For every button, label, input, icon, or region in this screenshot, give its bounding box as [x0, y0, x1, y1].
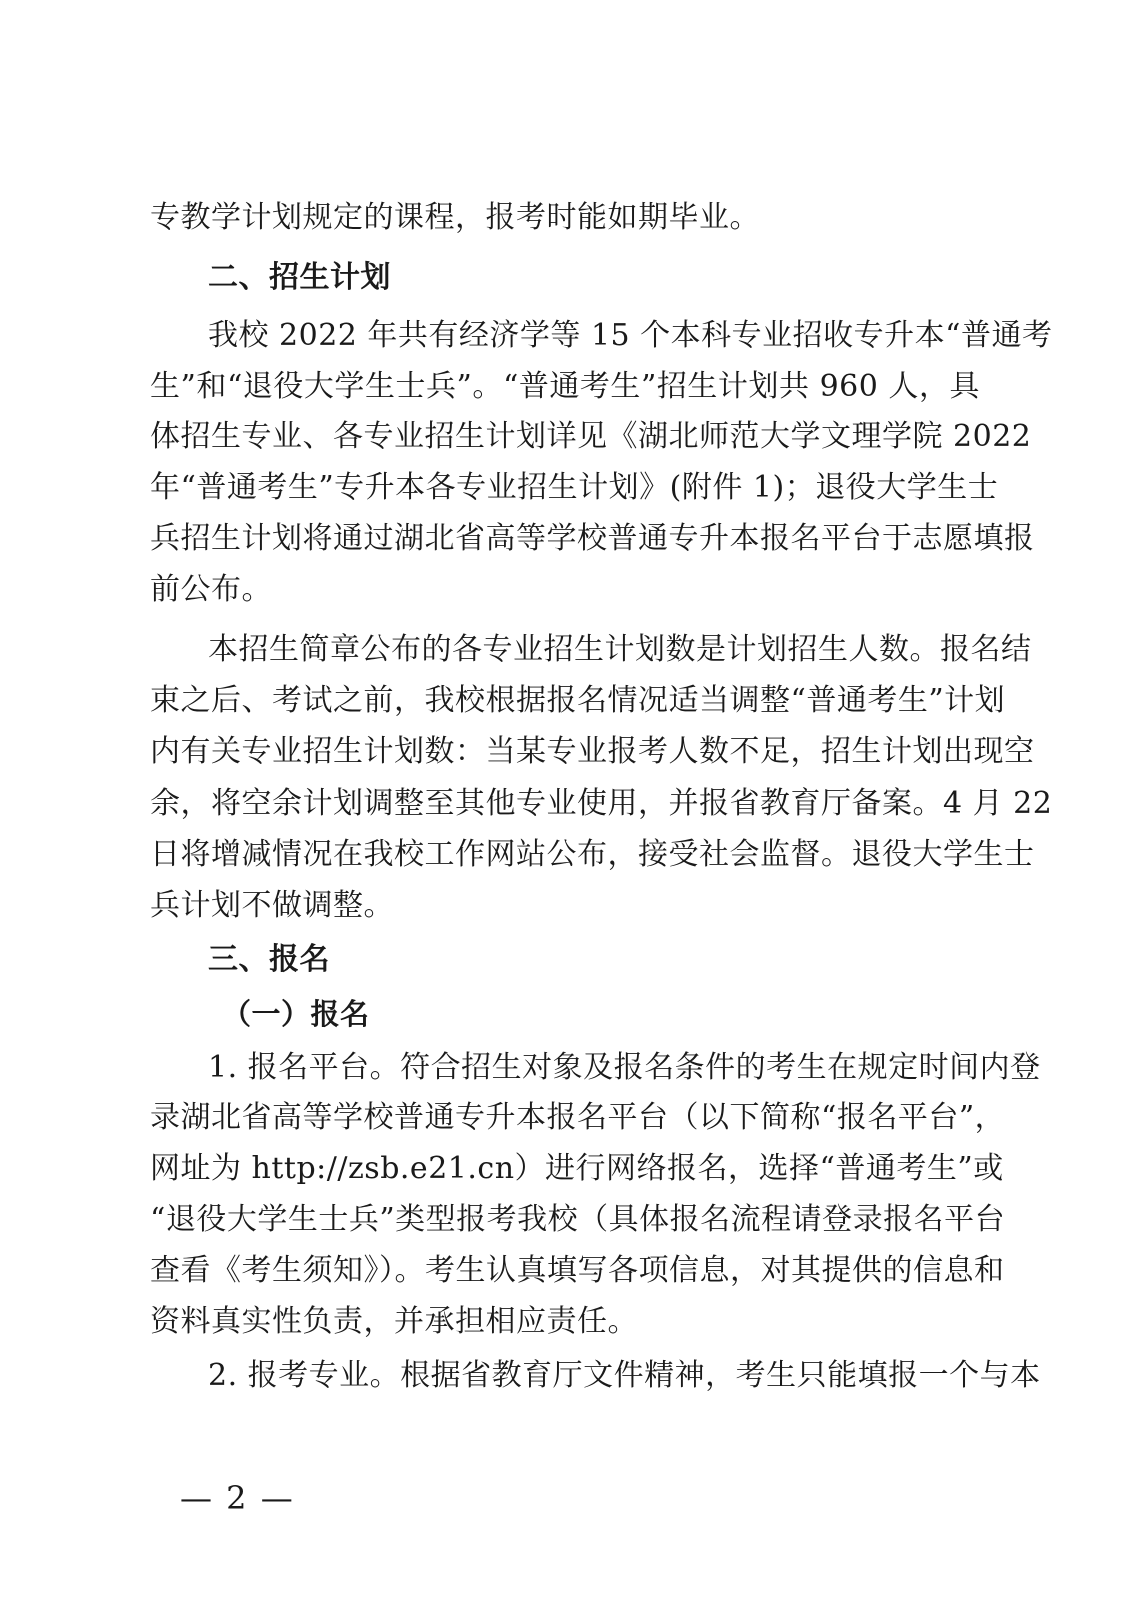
section-heading-registration: 三、报名 — [208, 942, 330, 977]
paragraph-line: 查看《考生须知》）。考生认真填写各项信息，对其提供的信息和 — [150, 1253, 1005, 1288]
paragraph-line: 兵招生计划将通过湖北省高等学校普通专升本报名平台于志愿填报 — [150, 521, 1035, 556]
paragraph-line: 资料真实性负责，并承担相应责任。 — [150, 1304, 638, 1339]
paragraph-line: 日将增减情况在我校工作网站公布，接受社会监督。退役大学生士 — [150, 837, 1035, 872]
paragraph-line: 年“普通考生”专升本各专业招生计划》(附件 1)；退役大学生士 — [150, 470, 999, 505]
paragraph-line: 2. 报考专业。根据省教育厅文件精神，考生只能填报一个与本 — [208, 1358, 1041, 1393]
paragraph-line: 生”和“退役大学生士兵”。“普通考生”招生计划共 960 人，具 — [150, 369, 980, 404]
paragraph-line: “退役大学生士兵”类型报考我校（具体报名流程请登录报名平台 — [150, 1202, 1006, 1237]
paragraph-line: 内有关专业招生计划数：当某专业报考人数不足，招生计划出现空 — [150, 734, 1035, 769]
paragraph-line: 专教学计划规定的课程，报考时能如期毕业。 — [150, 200, 760, 235]
page-number: — 2 — — [180, 1479, 295, 1517]
paragraph-line: 1. 报名平台。符合招生对象及报名条件的考生在规定时间内登 — [208, 1050, 1041, 1085]
subsection-heading-registration: （一）报名 — [222, 997, 370, 1031]
section-heading-enrollment-plan: 二、招生计划 — [208, 260, 391, 295]
paragraph-line: 前公布。 — [150, 572, 272, 607]
paragraph-line: 体招生专业、各专业招生计划详见《湖北师范大学文理学院 2022 — [150, 419, 1032, 454]
paragraph-line: 兵计划不做调整。 — [150, 888, 394, 923]
paragraph-line: 余，将空余计划调整至其他专业使用，并报省教育厅备案。4 月 22 — [150, 786, 1053, 821]
paragraph-line: 我校 2022 年共有经济学等 15 个本科专业招收专升本“普通考 — [208, 318, 1053, 353]
paragraph-line: 录湖北省高等学校普通专升本报名平台（以下简称“报名平台”， — [150, 1100, 1006, 1135]
paragraph-line: 束之后、考试之前，我校根据报名情况适当调整“普通考生”计划 — [150, 683, 1006, 718]
paragraph-line: 本招生简章公布的各专业招生计划数是计划招生人数。报名结 — [208, 632, 1032, 667]
paragraph-line: 网址为 http://zsb.e21.cn）进行网络报名，选择“普通考生”或 — [150, 1151, 1004, 1186]
